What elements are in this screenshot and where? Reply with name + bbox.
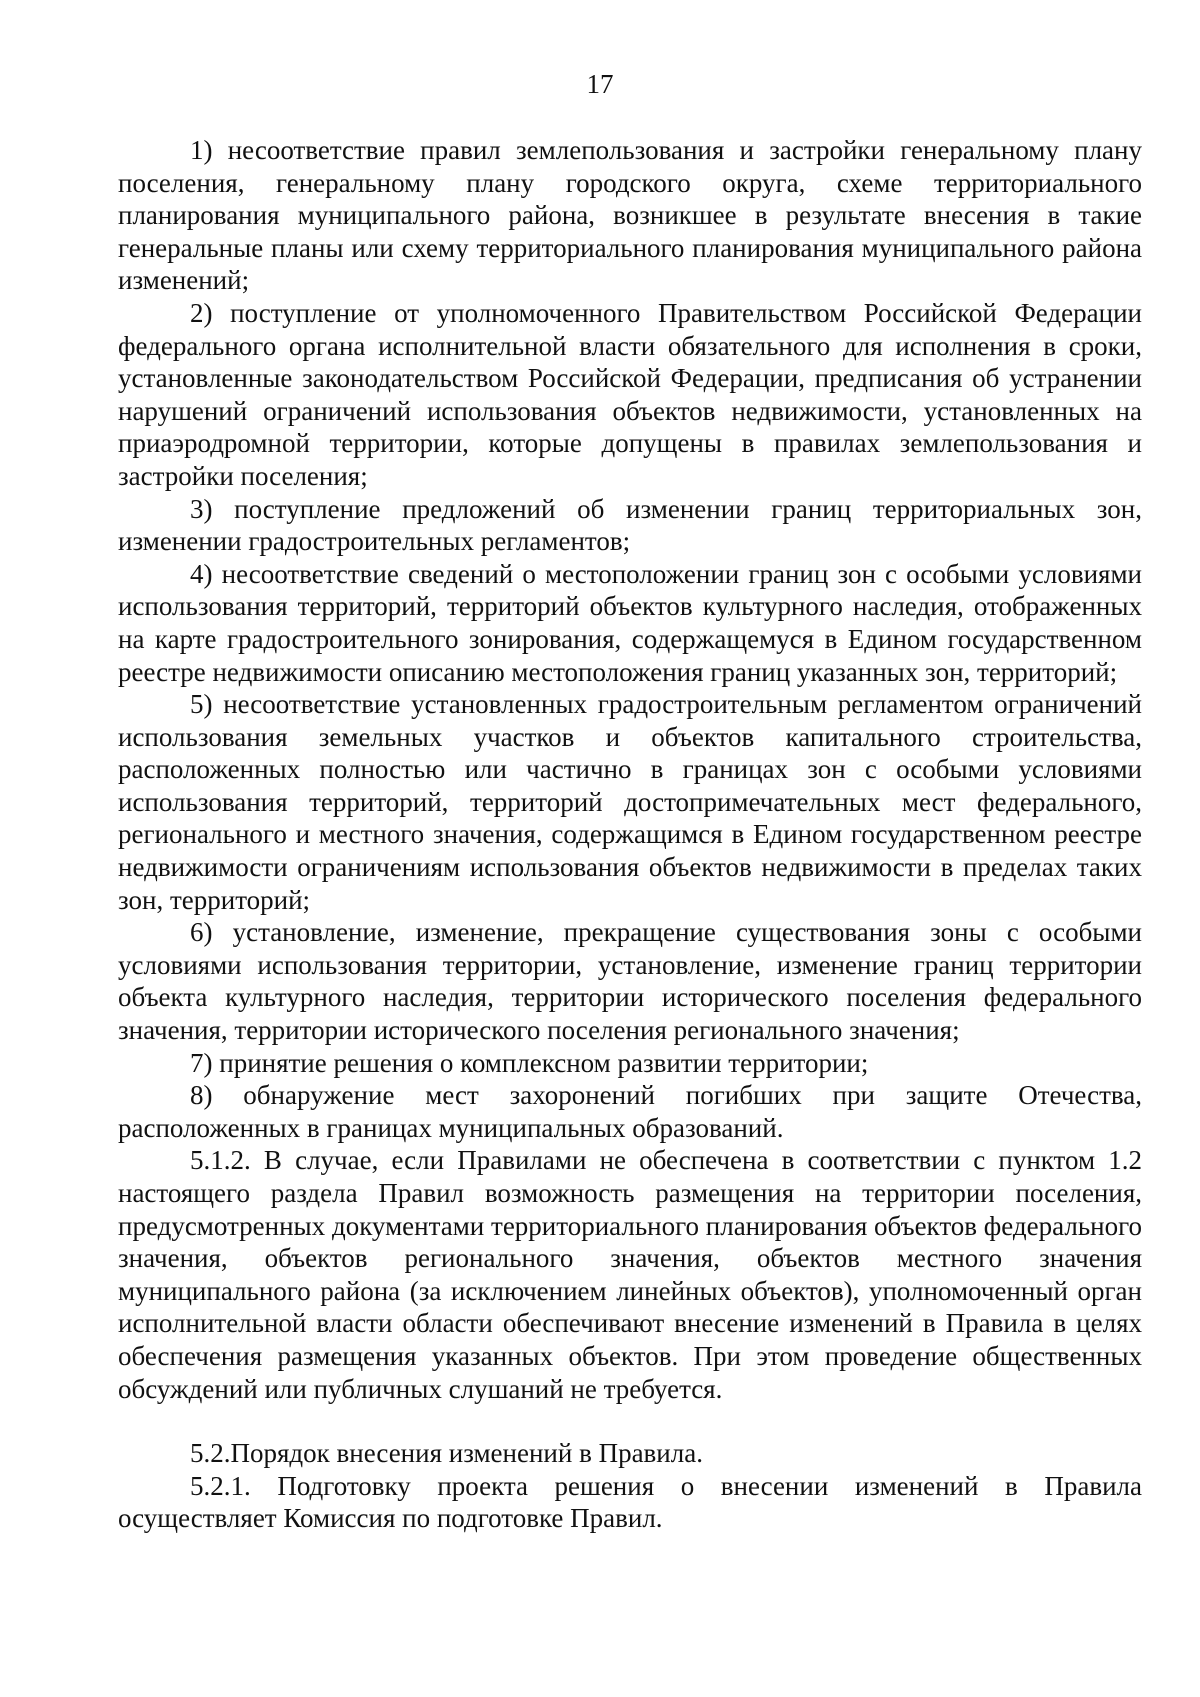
list-item-3: 3) поступление предложений об изменении границ территориальных зон, изменении градостроительных регламентов; [118, 493, 1142, 557]
page-number: 17 [586, 69, 614, 99]
list-item-4: 4) несоответствие сведений о местоположении границ зон с особыми условиями использования территорий, территорий объектов культурного наследия, отображенных на карте градостроительного зонирования, содержащемуся в Едином государственном реестре недвижимости описанию местоположения границ указанных зон, территорий; [118, 558, 1142, 687]
list-item-1: 1) несоответствие правил землепользования и застройки генеральному плану поселения, генеральному плану городского округа, схеме территориального планирования муниципального района, возникшее в результате внесения в такие генеральные планы или схему территориального планирования муниципального района изменений; [118, 135, 1142, 296]
list-item-2: 2) поступление от уполномоченного Правительством Российской Федерации федерального органа исполнительной власти обязательного для исполнения в сроки, установленные законодательством Российской Федерации, предписания об устранении нарушений ограничений использования объектов недвижимости, установленных на приаэродромной территории, которые допущены в правилах землепользования и застройки поселения; [118, 297, 1142, 491]
clause-5-1-2: 5.1.2. В случае, если Правилами не обеспечена в соответствии с пунктом 1.2 настоящего раздела Правил возможность размещения на территории поселения, предусмотренных документами территориального планирования объектов федерального значения, объектов регионального значения, объектов местного значения муниципального района (за исключением линейных объектов), уполномоченный орган исполнительной власти области обеспечивают внесение изменений в Правила в целях обеспечения размещения указанных объектов. При этом проведение общественных обсуждений или публичных слушаний не требуется. [118, 1145, 1142, 1404]
section-heading-5-2: 5.2.Порядок внесения изменений в Правила. [190, 1438, 703, 1469]
document-body [118, 134, 1142, 1535]
list-item-5: 5) несоответствие установленных градостроительным регламентом ограничений использования земельных участков и объектов капитального строительства, расположенных полностью или частично в границах зон с особыми условиями использования территорий, территорий достопримечательных мест федерального, регионального и местного значения, содержащимся в Едином государственном реестре недвижимости ограничениям использования объектов недвижимости в пределах таких зон, территорий; [118, 689, 1142, 915]
list-item-8: 8) обнаружение мест захоронений погибших при защите Отечества, расположенных в границах муниципальных образований. [118, 1080, 1142, 1143]
clause-5-2-1: 5.2.1. Подготовку проекта решения о внесении изменений в Правила осуществляет Комиссия по подготовке Правил. [118, 1470, 1142, 1534]
list-item-7: 7) принятие решения о комплексном развитии территории; [190, 1047, 869, 1078]
list-item-6: 6) установление, изменение, прекращение существования зоны с особыми условиями использования территории, установление, изменение границ территории объекта культурного наследия, территории исторического поселения федерального значения, территории исторического поселения регионального значения; [118, 917, 1142, 1046]
